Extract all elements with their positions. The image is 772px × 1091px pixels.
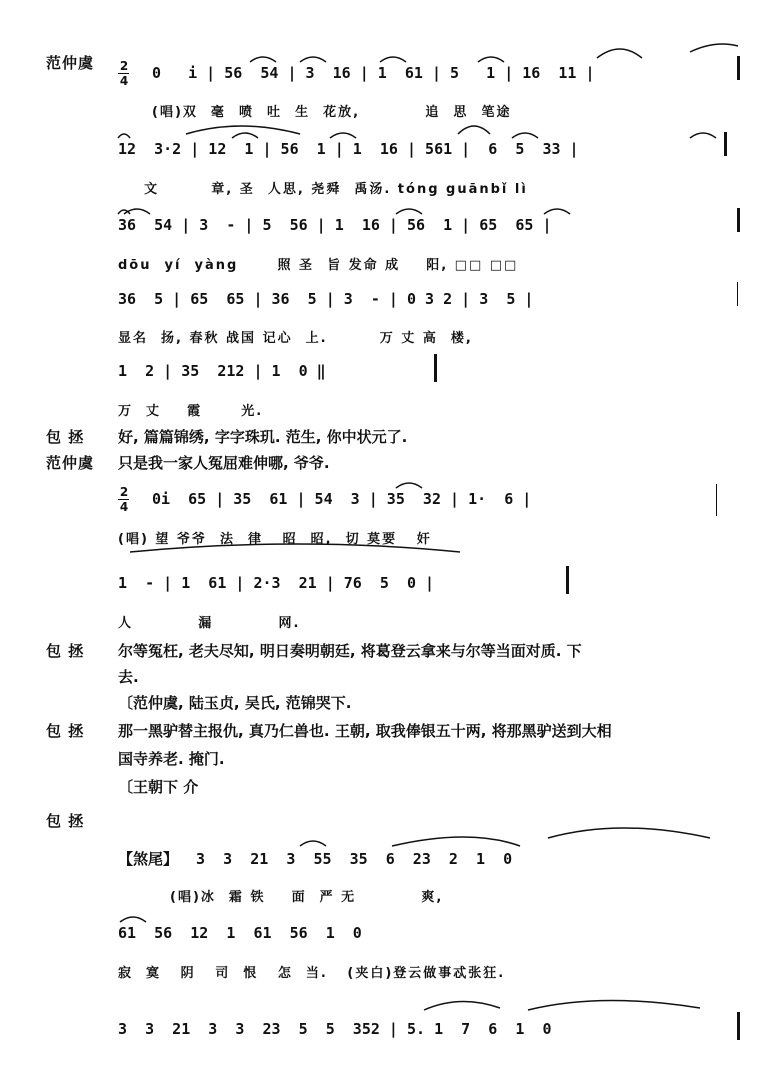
lyric-line: 万 丈 霞 光. [118, 404, 264, 419]
lyric-line: (唱) 望 爷爷 法 律 昭 昭, 切 莫要 奸 [118, 532, 432, 547]
role-label: 包 拯 [46, 428, 85, 446]
notation-line: 1 2 | 35 212 | 1 0 ‖ [118, 362, 326, 380]
time-signature: 2 4 [119, 485, 129, 514]
notation-line: 36 54 | 3 - | 5 56 | 1 16 | 56 1 | 65 65 | [118, 216, 552, 234]
notation-line: 3 3 21 3 3 23 5 5 352 | 5. 1 7 6 1 0 [118, 1020, 552, 1038]
notation-line: 0 i | 56 54 | 3 16 | 1 61 | 5 1 | 16 11 | [152, 64, 595, 82]
notation-line: 0i 65 | 35 61 | 54 3 | 35 32 | 1· 6 | [152, 490, 532, 508]
spoken-line: 尔等冤枉, 老夫尽知, 明日奏明朝廷, 将葛登云拿来与尔等当面对质. 下 [118, 642, 582, 660]
time-signature: 2 4 [119, 59, 129, 88]
stage-direction: 〔王朝下 介 [118, 778, 199, 796]
stage-direction: 〔范仲虞, 陆玉贞, 吴氏, 范锦哭下. [118, 694, 352, 712]
spoken-line: 国寺养老. 掩门. [118, 750, 225, 768]
role-label: 范仲虞 [46, 54, 95, 72]
notation-line: 61 56 12 1 61 56 1 0 [118, 924, 362, 942]
notation-line: 36 5 | 65 65 | 36 5 | 3 - | 0 3 2 | 3 5 | [118, 290, 534, 308]
lyric-line: (唱)双 毫 喷 吐 生 花放, 追 思 笔途 [152, 105, 512, 120]
lyric-line: 显名 扬, 春秋 战国 记心 上. 万 丈 高 楼, [118, 331, 473, 346]
notation-line: 12 3·2 | 12 1 | 56 1 | 1 16 | 561 | 6 5 33 | [118, 140, 579, 158]
role-label: 包 拯 [46, 812, 85, 830]
lyric-line: (唱)冰 霜 铁 面 严 无 爽, [170, 890, 444, 905]
role-label: 范仲虞 [46, 454, 95, 472]
spoken-line: 去. [118, 668, 139, 686]
role-label: 包 拯 [46, 642, 85, 660]
role-label: 包 拯 [46, 722, 85, 740]
spoken-line: 那一黑驴替主报仇, 真乃仁兽也. 王朝, 取我俸银五十两, 将那黑驴送到大相 [118, 722, 612, 740]
lyric-line: 文 章, 圣 人思, 尧舜 禹汤. tóng guānbǐ lì [118, 182, 528, 197]
spoken-line: 只是我一家人冤屈难伸哪, 爷爷. [118, 454, 330, 472]
lyric-line: dōu yí yàng 照 圣 旨 发命 成 阳, □□ □□ [118, 258, 519, 273]
lyric-line: 人 漏 网. [118, 616, 301, 631]
notation-line: 【煞尾】 3 3 21 3 55 35 6 23 2 1 0 [118, 850, 513, 868]
lyric-line: 寂 寞 阴 司 恨 怎 当. (夹白)登云做事忒张狂. [118, 966, 506, 981]
notation-line: 1 - | 1 61 | 2·3 21 | 76 5 0 | [118, 574, 435, 592]
spoken-line: 好, 篇篇锦绣, 字字珠玑. 范生, 你中状元了. [118, 428, 408, 446]
